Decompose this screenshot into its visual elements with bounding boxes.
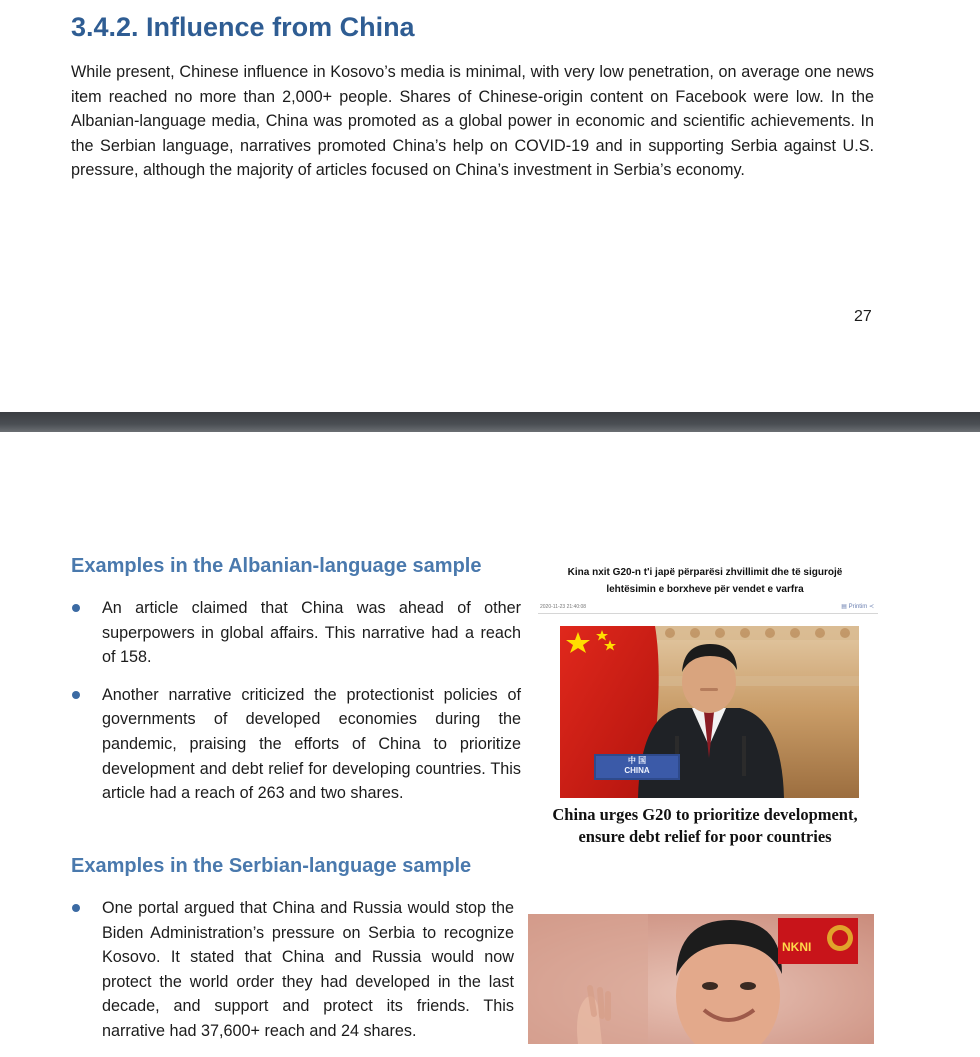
figure-caption — [530, 804, 880, 848]
page-27 — [0, 0, 980, 412]
section-title: 3.4.2. Influence from China — [71, 12, 415, 42]
list-item — [71, 596, 521, 670]
bullet-text: One portal argued that China and Russia would stop the Biden Administration’s pressure on Serbia to recognize Kosovo. It stated that China and Russia would now protect the world order they had developed in the last decade, and support and protect its friends. This narrative had 37,600+ reach and 24 shares. — [102, 899, 514, 1040]
news-photo — [560, 626, 859, 798]
intro-paragraph: While present, Chinese influence in Kosovo’s media is minimal, with very low penetration, on average one news item reached no more than 2,000+ people. Shares of Chinese-origin content on Facebook were low. In the Albanian-language media, China was promoted as a global power in economic and scientific achievements. In the Serbian language, narratives promoted China’s help on COVID-19 and in supporting Serbia against U.S. pressure, although the majority of articles focused on China’s investment in Serbia’s economy. — [71, 63, 874, 180]
news-headline-line1: Kina nxit G20-n t'i japë përparësi zhvillimit dhe të sigurojë — [567, 567, 843, 578]
nameplate — [596, 756, 678, 778]
logo-text: NKNI — [782, 940, 812, 954]
caption-line1: China urges G20 to prioritize development, — [552, 805, 858, 824]
albanian-heading: Examples in the Albanian-language sample — [71, 555, 482, 577]
nameplate-cn: 中 国 — [627, 756, 647, 765]
news-meta-bar — [538, 603, 878, 614]
list-item — [71, 896, 514, 1044]
bullet-text: Another narrative criticized the protectionist policies of governments of developed economies during the pandemic, praising the efforts of China to prioritize development and debt relief for developing countries. This article had a reach of 263 and two shares. — [102, 685, 521, 803]
bullet-icon — [72, 691, 80, 699]
waving-leader-illustration — [528, 914, 874, 1044]
portrait-photo-figure — [528, 914, 874, 1044]
news-headline-line2: lehtësimin e borxheve për vendet e varfra — [606, 584, 804, 595]
serbian-heading: Examples in the Serbian-language sample — [71, 855, 472, 877]
serbian-bullet-list — [71, 896, 514, 1057]
news-headline — [530, 564, 880, 598]
bullet-icon — [72, 904, 80, 912]
caption-line2: ensure debt relief for poor countries — [578, 827, 832, 846]
list-item — [71, 683, 521, 806]
print-share-icons: ▤ Printim ≺ — [841, 604, 874, 610]
page-divider — [0, 412, 980, 432]
bullet-icon — [72, 604, 80, 612]
albanian-bullet-list — [71, 596, 521, 819]
news-screenshot-figure — [530, 560, 880, 850]
nameplate-en: CHINA — [624, 766, 650, 775]
bullet-text: An article claimed that China was ahead of other superpowers in global affairs. This narrative had a reach of 158. — [102, 599, 521, 667]
page-number: 27 — [854, 308, 872, 325]
news-date: 2020-11-23 21:40:08 — [540, 604, 587, 610]
